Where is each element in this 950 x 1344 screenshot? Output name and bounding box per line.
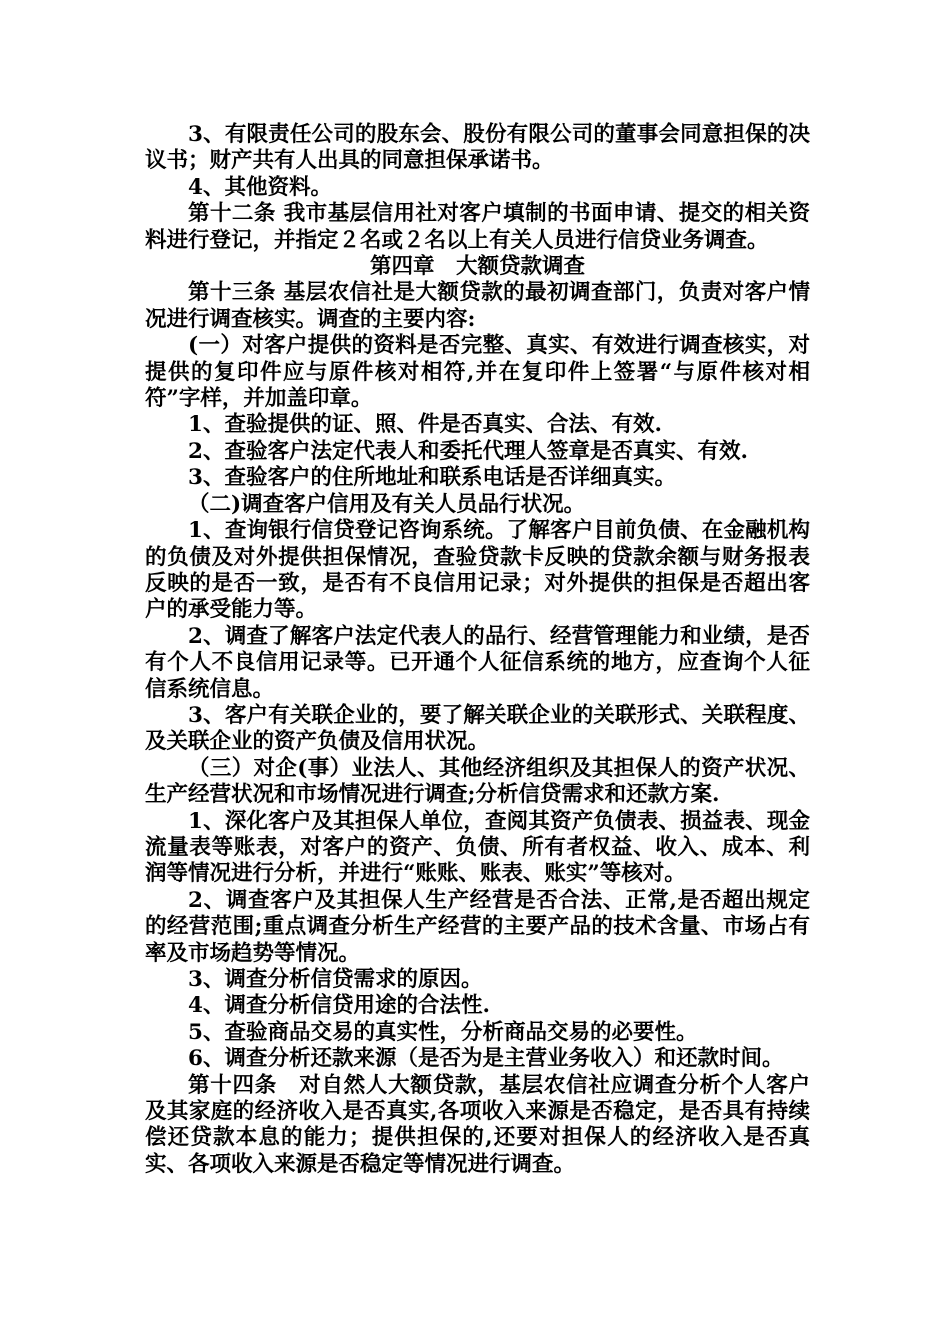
paragraph-item-2-2: 2、调查了解客户法定代表人的品行、经营管理能力和业绩，是否有个人不良信用记录等。已开通个人征信系统的地方，应查询个人征信系统信息。 (145, 623, 810, 702)
paragraph-item-3-3: 3、调查分析信贷需求的原因。 (188, 967, 483, 992)
paragraph-item-2-3: 3、客户有关联企业的，要了解关联企业的关联形式、关联程度、及关联企业的资产负债及信用状况。 (145, 702, 810, 755)
paragraph-guarantee-resolution: 3、有限责任公司的股东会、股份有限公司的董事会同意担保的决议书；财产共有人出具的同意担保承诺书。 (145, 122, 810, 174)
document-page (145, 122, 810, 1178)
paragraph-article-13: 第十三条 基层农信社是大额贷款的最初调查部门，负责对客户情况进行调查核实。调查的主要内容: (145, 280, 810, 332)
paragraph-item-3-4: 4、调查分析信贷用途的合法性. (188, 993, 490, 1019)
paragraph-item-1-2: 2、查验客户法定代表人和委托代理人签章是否真实、有效. (188, 438, 748, 464)
paragraph-item-3-6: 6、调查分析还款来源（是否为是主营业务收入）和还款时间。 (188, 1046, 784, 1072)
paragraph-article-14: 第十四条 对自然人大额贷款，基层农信社应调查分析个人客户及其家庭的经济收入是否真实,各项收入来源是否稳定，是否具有持续偿还贷款本息的能力；提供担保的,还要对担保人的经济收入是否真实、各项收入来源是否稳定等情况进行调查。 (145, 1072, 810, 1177)
paragraph-item-3-2: 2、调查客户及其担保人生产经营是否合法、正常,是否超出规定的经营范围;重点调查分析生产经营的主要产品的技术含量、市场占有率及市场趋势等情况。 (145, 887, 810, 966)
paragraph-section-2: （二)调查客户信用及有关人员品行状况。 (188, 491, 586, 517)
paragraph-item-3-5: 5、查验商品交易的真实性，分析商品交易的必要性。 (188, 1019, 698, 1045)
paragraph-article-12: 第十二条 我市基层信用社对客户填制的书面申请、提交的相关资料进行登记，并指定２名或２名以上有关人员进行信贷业务调查。 (145, 201, 810, 253)
paragraph-item-3-1: 1、深化客户及其担保人单位，查阅其资产负债表、损益表、现金流量表等账表，对客户的资产、负债、所有者权益、收入、成本、利润等情况进行分析，并进行“账账、账表、账实”等核对。 (145, 808, 810, 887)
chapter-heading: 第四章 大额贷款调查 (369, 254, 585, 280)
paragraph-other-materials: 4、其他资料。 (188, 174, 332, 200)
paragraph-item-1-1: 1、查验提供的证、照、件是否真实、合法、有效. (188, 412, 662, 438)
paragraph-section-1: (一）对客户提供的资料是否完整、真实、有效进行调查核实，对提供的复印件应与原件核对相符,并在复印件上签署“与原件核对相符”字样，并加盖印章。 (145, 333, 810, 412)
paragraph-item-1-3: 3、查验客户的住所地址和联系电话是否详细真实。 (188, 465, 676, 491)
paragraph-section-3: （三）对企(事）业法人、其他经济组织及其担保人的资产状况、生产经营状况和市场情况进行调查;分析信贷需求和还款方案. (145, 755, 810, 808)
paragraph-item-2-1: 1、查询银行信贷登记咨询系统。了解客户目前负债、在金融机构的负债及对外提供担保情况，查验贷款卡反映的贷款余额与财务报表反映的是否一致，是否有不良信用记录；对外提供的担保是否超出客户的承受能力等。 (145, 518, 810, 623)
